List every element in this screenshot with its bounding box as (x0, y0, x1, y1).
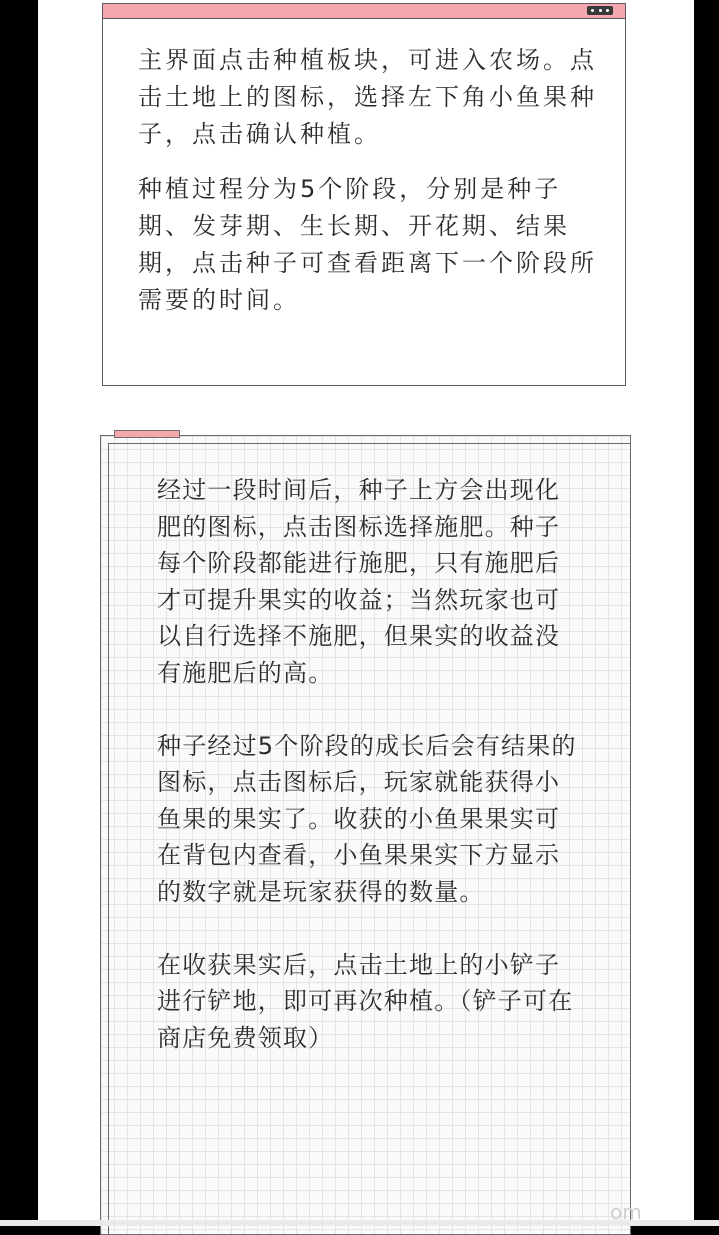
note-card-1 (102, 3, 626, 386)
card2-body (157, 472, 577, 1092)
card2-tab (114, 430, 180, 438)
card1-paragraph: 主界面点击种植板块，可进入农场。点击土地上的图标，选择左下角小鱼果种子，点击确认种植。 (138, 46, 597, 148)
card1-body (138, 42, 608, 337)
card2-paragraph: 在收获果实后，点击土地上的小铲子进行铲地，即可再次种植。（铲子可在商店免费领取） (157, 950, 574, 1052)
card-title-bar (103, 4, 625, 19)
card1-paragraph: 种植过程分为5个阶段，分别是种子期、发芽期、生长期、开花期、结果期，点击种子可查看距离下一个阶段所需要的时间。 (138, 175, 597, 314)
more-dots-icon (587, 6, 613, 15)
card2-paragraph: 种子经过5个阶段的成长后会有结果的图标，点击图标后，玩家就能获得小鱼果的果实了。收获的小鱼果果实可在背包内查看，小鱼果果实下方显示的数字就是玩家获得的数量。 (157, 731, 577, 906)
card2-paragraph: 经过一段时间后，种子上方会出现化肥的图标，点击图标选择施肥。种子每个阶段都能进行施肥，只有施肥后才可提升果实的收益；当然玩家也可以自行选择不施肥，但果实的收益没有施肥后的高。 (157, 476, 561, 687)
watermark: om (610, 1200, 642, 1224)
